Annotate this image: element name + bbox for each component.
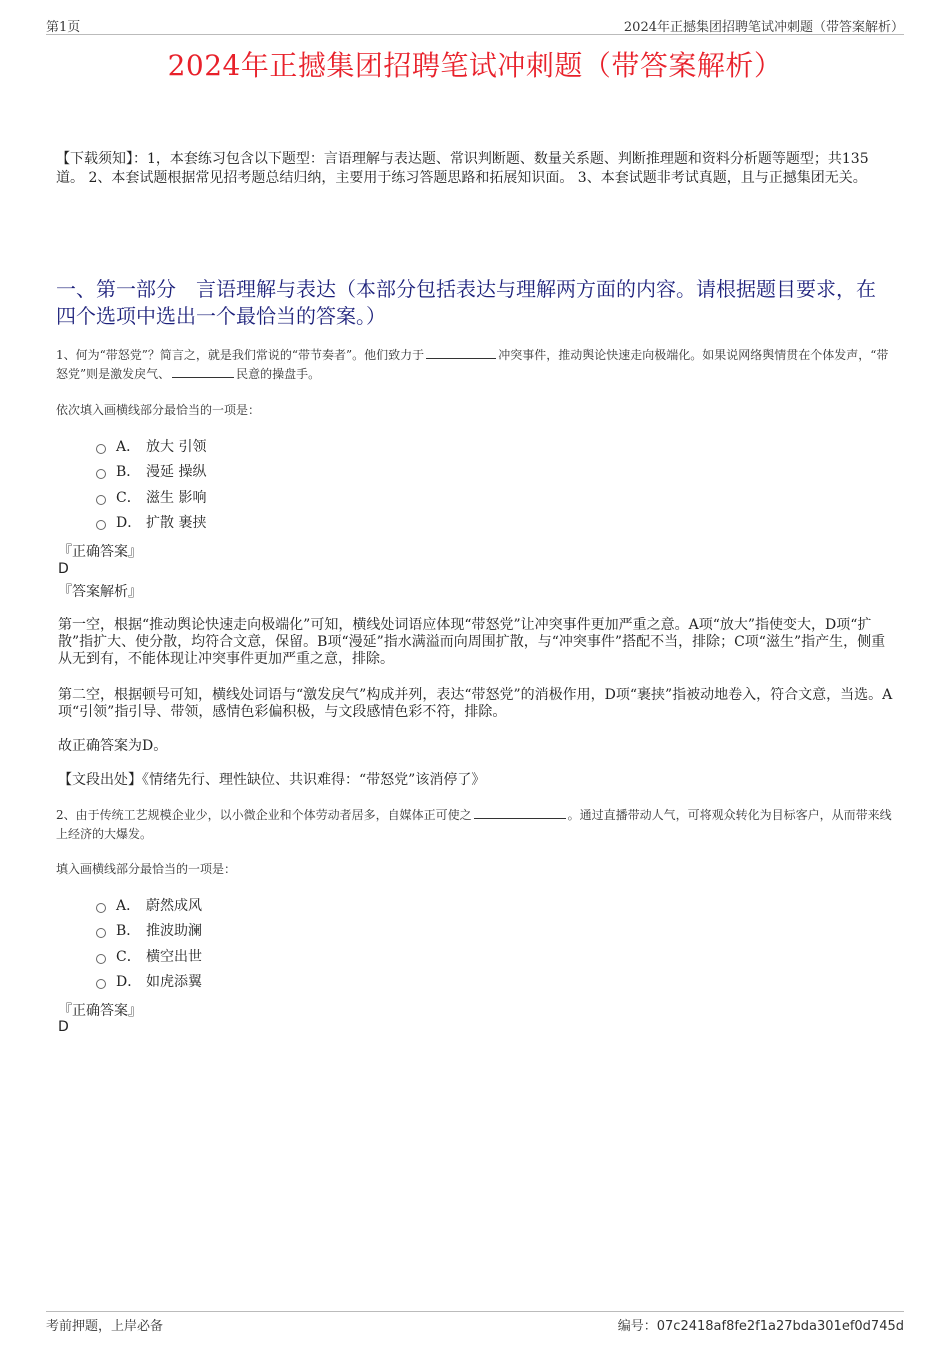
download-notice: 【下载须知】：1，本套练习包含以下题型：言语理解与表达题、常识判断题、数量关系题、判断推理题和资料分析题等题型；共135道。 2、本套试题根据常见招考题总结归纳，主要用于练习答题思路和拓展知识面。 3、本套试题非考试真题，且与正撼集团无关。 [56, 151, 869, 186]
question-1-prompt: 依次填入画横线部分最恰当的一项是： [56, 403, 261, 417]
question-1-option-d[interactable]: D． 扩散 裹挟 [96, 510, 206, 536]
question-2-answer-label: 『正确答案』 [58, 1003, 142, 1019]
question-2-answer: D [58, 1019, 69, 1035]
question-2-option-a[interactable]: A． 蔚然成风 [96, 892, 202, 918]
question-1-text-b: 冲突事件，推动舆论快速走向极端化。如果说网络舆情贯在个体发声，“带怒党”则是激发戾气、 [56, 348, 889, 381]
footer-slogan: 考前押题，上岸必备 [46, 1319, 164, 1334]
footer-code [618, 1315, 904, 1334]
question-1-analysis-2: 第二空，根据顿号可知，横线处词语与“激发戾气”构成并列，表达“带怒党”的消极作用，D项“裹挟”指被动地卷入，符合文意，当选。A项“引领”指引导、带领，感情色彩偏积极，与文段感情色彩不符，排除。 [58, 687, 893, 720]
question-2-stem [56, 806, 898, 844]
question-2-options [96, 892, 202, 994]
question-2-option-d[interactable]: D． 如虎添翼 [96, 969, 202, 995]
question-2-blank-1 [474, 806, 566, 819]
page-footer [46, 1311, 904, 1332]
question-1-option-b[interactable]: B． 漫延 操纵 [96, 459, 206, 485]
question-1-option-a[interactable]: A． 放大 引领 [96, 433, 206, 459]
section-heading: 一、第一部分 言语理解与表达（本部分包括表达与理解两方面的内容。请根据题目要求，在四个选项中选出一个最恰当的答案。） [56, 277, 876, 328]
question-1-analysis-3: 故正确答案为D。 [58, 738, 168, 754]
page-number: 第1页 [46, 20, 81, 35]
question-2-option-c[interactable]: C． 横空出世 [96, 943, 202, 969]
question-2-option-b[interactable]: B． 推波助澜 [96, 918, 202, 944]
question-1-answer-label: 『正确答案』 [58, 544, 142, 560]
header-doc-title: 2024年正撼集团招聘笔试冲刺题（带答案解析） [623, 20, 904, 35]
page-header [46, 14, 904, 35]
radio-icon[interactable] [96, 979, 106, 989]
radio-icon[interactable] [96, 444, 106, 454]
question-1-stem [56, 346, 898, 384]
footer-code-label: 编号： [617, 1319, 657, 1334]
question-2-prompt: 填入画横线部分最恰当的一项是： [56, 862, 237, 876]
question-1-option-c[interactable]: C． 滋生 影响 [96, 484, 206, 510]
question-1-blank-2 [172, 365, 234, 378]
question-1-analysis-1: 第一空，根据“推动舆论快速走向极端化”可知，横线处词语应体现“带怒党”让冲突事件更加严重之意。A项“放大”指使变大，D项“扩散”指扩大、使分散，均符合文意，保留。B项“漫延”指水满溢而向周围扩散，与“冲突事件”搭配不当，排除；C项“滋生”指产生，侧重从无到有，不能体现让冲突事件更加严重之意，排除。 [58, 617, 886, 667]
radio-icon[interactable] [96, 520, 106, 530]
document-title: 2024年正撼集团招聘笔试冲刺题（带答案解析） [167, 49, 783, 82]
radio-icon[interactable] [96, 928, 106, 938]
radio-icon[interactable] [96, 469, 106, 479]
question-1-blank-1 [426, 346, 496, 359]
question-1-analysis-label: 『答案解析』 [58, 584, 142, 600]
question-1-answer: D [58, 561, 69, 577]
question-1-options [96, 433, 206, 535]
question-2-text-a: 2、由于传统工艺规模企业少，以小微企业和个体劳动者居多，自媒体正可使之 [56, 808, 472, 822]
radio-icon[interactable] [96, 954, 106, 964]
footer-code-value: 07c2418af8fe2f1a27bda301ef0d745d [656, 1319, 904, 1334]
question-1-text-a: 1、何为“带怒党”？简言之，就是我们常说的“带节奏者”。他们致力于 [56, 348, 425, 362]
question-1-source: 【文段出处】《情绪先行、理性缺位、共识难得：“带怒党”该消停了》 [58, 772, 486, 788]
question-2-text-b: 。通过直播带动人气，可将观众转化为目标客户，从而带来线上经济的大爆发。 [56, 808, 892, 841]
radio-icon[interactable] [96, 903, 106, 913]
question-1-text-c: 民意的操盘手。 [236, 367, 321, 381]
radio-icon[interactable] [96, 495, 106, 505]
